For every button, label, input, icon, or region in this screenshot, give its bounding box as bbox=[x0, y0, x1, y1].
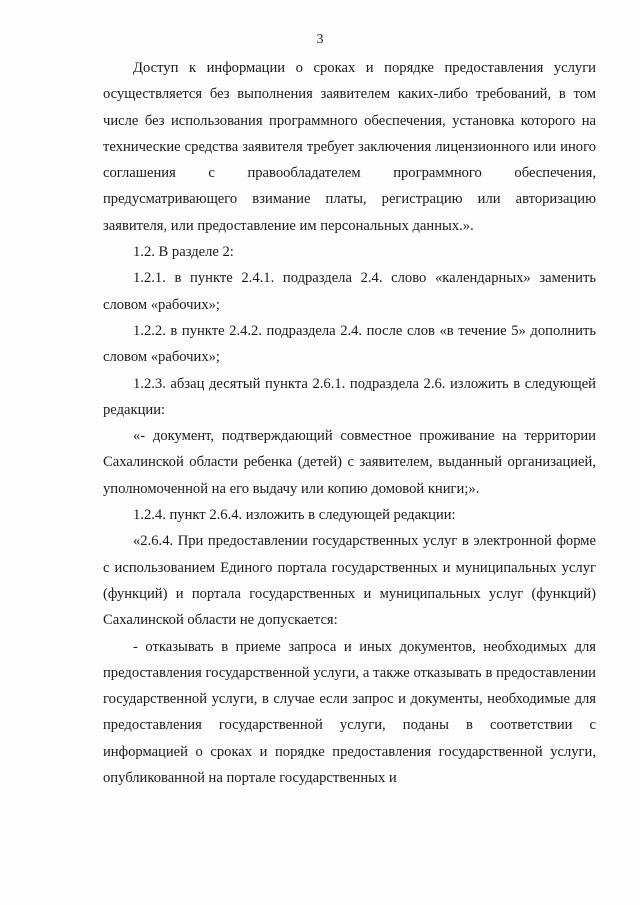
paragraph: «- документ, подтверждающий совместное проживание на территории Сахалинской области ребенка (детей) с заявителем, выданный организацией, уполномоченной на его выдачу или копию домовой книги;». bbox=[103, 428, 596, 497]
paragraph: 1.2.2. в пункте 2.4.2. подраздела 2.4. после слов «в течение 5» дополнить словом «рабочих»; bbox=[103, 322, 596, 366]
paragraph: - отказывать в приеме запроса и иных документов, необходимых для предоставления государственной услуги, а также отказывать в предоставлении государственной услуги, в случае если запрос и документы, необходимые для предоставления государственной услуги, поданы в соответствии с информацией о сроках и порядке предоставления государственной услуги, опубликованной на портале государственных и bbox=[103, 638, 596, 787]
paragraph: Доступ к информации о сроках и порядке предоставления услуги осуществляется без выполнения заявителем каких-либо требований, в том числе без использования программного обеспечения, установка которого на технические средства заявителя требует заключения лицензионного или иного соглашения с правообладателем программного обеспечения, предусматривающего взимание платы, регистрацию или авторизацию заявителя, или предоставление им персональных данных.». bbox=[103, 60, 596, 234]
paragraph: 1.2.4. пункт 2.6.4. изложить в следующей редакции: bbox=[133, 507, 456, 524]
paragraph: 1.2.1. в пункте 2.4.1. подраздела 2.4. слово «календарных» заменить словом «рабочих»; bbox=[103, 270, 596, 313]
paragraph: 1.2.3. абзац десятый пункта 2.6.1. подраздела 2.6. изложить в следующей редакции: bbox=[103, 375, 596, 418]
paragraph: 1.2. В разделе 2: bbox=[133, 244, 234, 261]
page-number: 3 bbox=[316, 32, 324, 47]
paragraph: «2.6.4. При предоставлении государственных услуг в электронной форме с использованием Единого портала государственных и муниципальных услуг (функций) и портала государственных и муниципальных услуг (функций) Сахалинской области не допускается: bbox=[103, 533, 596, 629]
document-body bbox=[103, 55, 596, 791]
